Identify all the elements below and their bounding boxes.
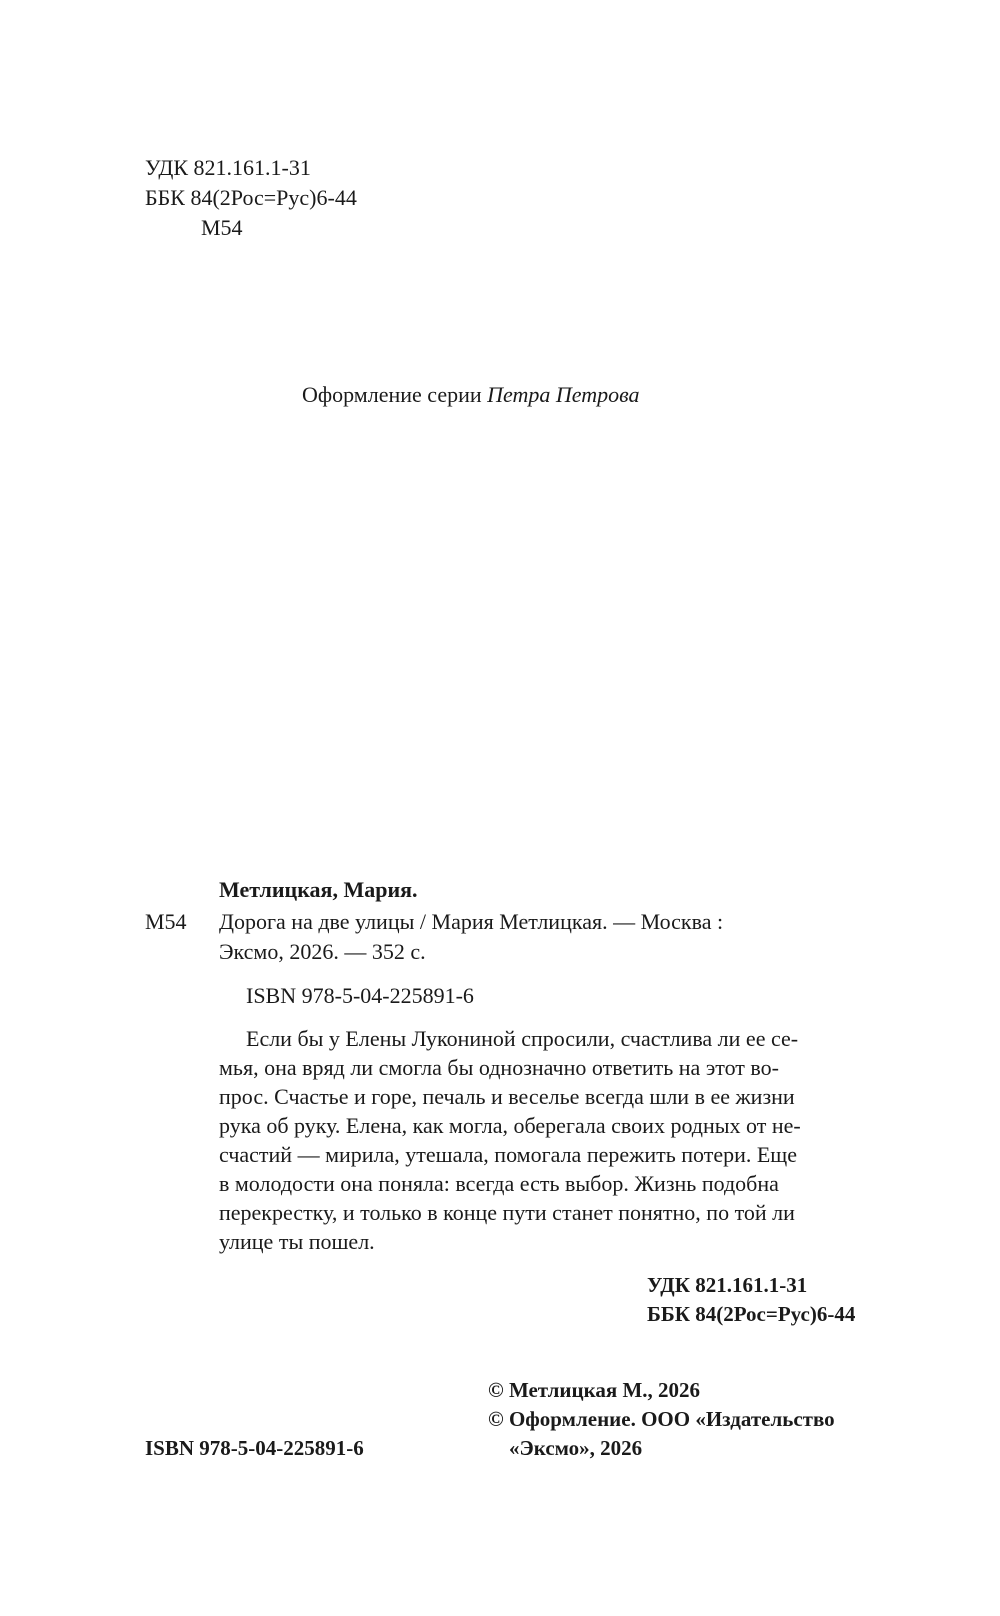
copyright-author: © Метлицкая М., 2026	[488, 1378, 701, 1402]
annotation-line: Если бы у Елены Лукониной спросили, счастлива ли ее се-	[246, 1026, 799, 1051]
annotation-line: в молодости она поняла: всегда есть выбор. Жизнь подобна	[219, 1171, 779, 1196]
annotation-line: перекрестку, и только в конце пути станет понятно, по той ли	[219, 1200, 795, 1225]
record-isbn: ISBN 978-5-04-225891-6	[246, 983, 474, 1008]
top-bbk: ББК 84(2Рос=Рус)6-44	[145, 185, 357, 210]
record-author-mark: М54	[145, 909, 187, 934]
bottom-bbk: ББК 84(2Рос=Рус)6-44	[647, 1302, 856, 1326]
title-line-2: Эксмо, 2026. — 352 с.	[219, 939, 426, 964]
top-author-mark: М54	[201, 215, 243, 240]
series-design-label: Оформление серии	[302, 382, 482, 407]
copyright-design-line-1: © Оформление. ООО «Издательство	[488, 1407, 835, 1431]
author-heading: Метлицкая, Мария.	[219, 877, 418, 902]
top-udk: УДК 821.161.1-31	[145, 155, 311, 180]
bottom-udk: УДК 821.161.1-31	[647, 1273, 808, 1297]
series-designer-name: Петра Петрова	[487, 382, 640, 407]
annotation-line: рука об руку. Елена, как могла, оберегала своих родных от не-	[219, 1113, 801, 1138]
footer-isbn: ISBN 978-5-04-225891-6	[145, 1436, 364, 1460]
copyright-design-line-2: «Эксмо», 2026	[509, 1436, 643, 1460]
annotation-line: счастий — мирила, утешала, помогала пережить потери. Еще	[219, 1142, 798, 1167]
title-line-1: Дорога на две улицы / Мария Метлицкая. — Москва :	[219, 909, 724, 934]
annotation-line: улице ты пошел.	[219, 1229, 375, 1254]
annotation-line: прос. Счастье и горе, печаль и веселье всегда шли в ее жизни	[219, 1084, 795, 1109]
annotation-line: мья, она вряд ли смогла бы однозначно ответить на этот во-	[219, 1055, 779, 1080]
series-design-credit	[302, 381, 640, 409]
